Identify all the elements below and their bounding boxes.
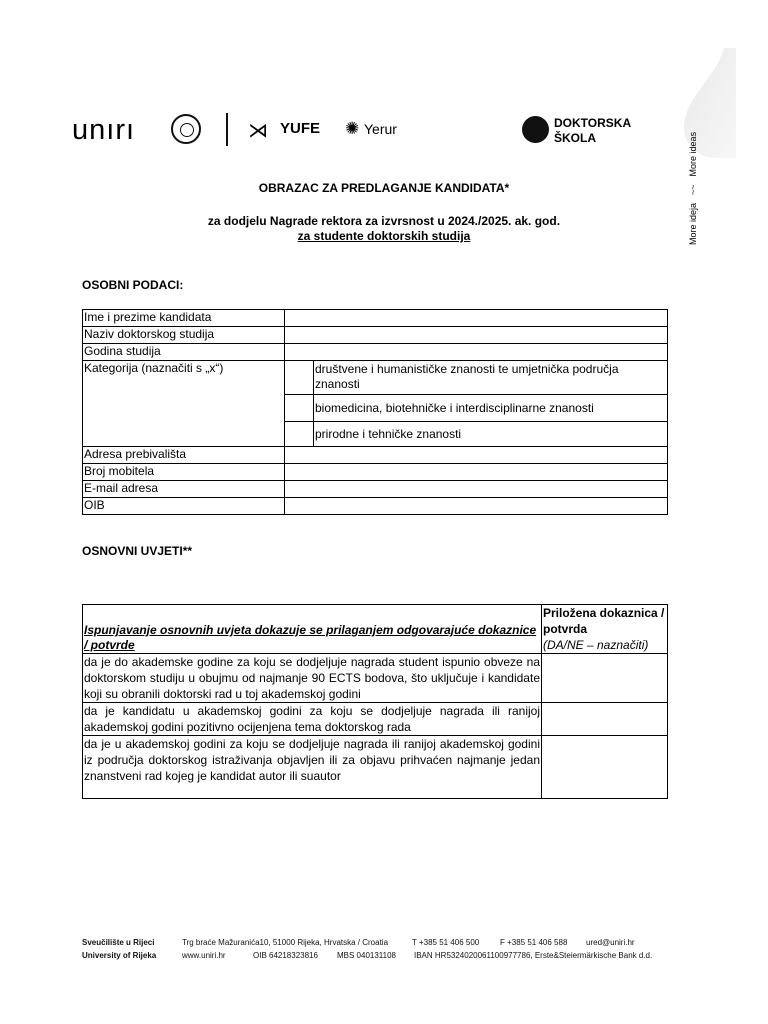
condition-text: da je kandidatu u akademskoj godini za koju se dodjeljuje nagrada ili ranijoj akademskoj godini pozitivno ocijenjena tema doktorskog rada [84,704,540,734]
footer-oib: OIB 64218323816 [253,951,318,960]
footer-email[interactable]: ured@uniri.hr [586,938,635,947]
doktorska-skola-logo-line2: ŠKOLA [554,131,596,145]
category-option-2: biomedicina, biotehničke i interdisciplinarne znanosti [314,395,668,422]
footer-address: Trg braće Mažuranića10, 51000 Rijeka, Hrvatska / Croatia [182,938,389,947]
form-subtitle: za dodjelu Nagrade rektora za izvrsnost u 2024./2025. ak. god. [207,214,561,228]
condition-1-evidence-field[interactable] [542,654,668,703]
doktorska-skola-logo-line1: DOKTORSKA [554,116,632,130]
footer-org-hr-text: Sveučilište u Rijeci [82,938,155,947]
footer-phone: T +385 51 406 500 [412,938,480,947]
personal-data-table [82,309,668,515]
field-label: Adresa prebivališta [83,447,285,464]
footer-org-en-text: University of Rijeka [82,951,157,960]
side-slogan-wave: ~~ [688,184,698,195]
footer-fax: F +385 51 406 588 [500,938,568,947]
email-field[interactable] [285,481,668,498]
university-seal-icon [171,114,201,144]
category-checkbox-2[interactable] [285,395,314,422]
condition-text: da je u akademskoj godini za koju se dodjeljuje nagrada ili ranijoj akademskoj godini iz područja doktorskog istraživanja objavljen ili za objavu prihvaćen najmanje jedan znanstveni rad kojeg je kandidat autor ili suautor [83,736,542,799]
uniri-logo: unırı [72,114,136,146]
condition-text: da je do akademske godine za koju se dodjeljuje nagrada student ispunio obveze na doktorskom studiju u obujmu od najmanje 90 ECTS bodova, što uključuje i kandidate koji su obranili doktorski rad u toj akademskoj godini [84,655,540,701]
yufe-logo: YUFE [280,120,321,137]
mobile-field[interactable] [285,464,668,481]
address-field[interactable] [285,447,668,464]
field-label: E-mail adresa [83,481,285,498]
yerur-star-icon: ✺ [345,119,360,138]
evidence-header-note: (DA/NE – naznačiti) [543,638,649,652]
study-year-field[interactable] [285,344,668,361]
category-label: Kategorija (naznačiti s „x“) [83,361,285,447]
doktorska-skola-circle-icon [522,116,549,143]
category-checkbox-1[interactable] [285,361,314,395]
field-label: Ime i prezime kandidata [83,310,285,327]
footer-web[interactable]: www.uniri.hr [182,951,226,960]
condition-2-evidence-field[interactable] [542,703,668,736]
water-drop-icon [676,48,736,158]
evidence-header [542,605,668,654]
category-option-3: prirodne i tehničke znanosti [314,422,668,447]
evidence-header-title: Priložena dokaznica / potvrda [543,606,665,636]
category-checkbox-3[interactable] [285,422,314,447]
logo-divider [226,113,228,146]
yufe-bird-icon: ⋊ [248,120,268,142]
side-slogan-hr: More ideja [688,202,698,245]
basic-conditions-table [82,604,668,799]
oib-field[interactable] [285,498,668,515]
footer-org-hr [82,938,154,947]
field-label: Broj mobitela [83,464,285,481]
yerur-logo: Yerur [364,121,397,137]
footer-iban: IBAN HR5324020061100977786, Erste&Steiermärkische Bank d.d. [414,951,653,960]
form-subtitle-target: za studente doktorskih studija [297,229,471,243]
form-title: OBRAZAC ZA PREDLAGANJE KANDIDATA* [258,181,510,195]
condition-3-evidence-field[interactable] [542,736,668,799]
footer-mbs: MBS 040131108 [337,951,397,960]
category-option-1: društvene i humanističke znanosti te umjetnička područja znanosti [314,361,668,395]
study-name-field[interactable] [285,327,668,344]
personal-data-heading: OSOBNI PODACI: [82,278,184,292]
candidate-name-field[interactable] [285,310,668,327]
conditions-header: Ispunjavanje osnovnih uvjeta dokazuje se prilaganjem odgovarajuće dokaznice / potvrde [83,605,542,654]
field-label: Naziv doktorskog studija [83,327,285,344]
field-label: OIB [83,498,285,515]
basic-conditions-heading: OSNOVNI UVJETI** [82,544,193,558]
side-slogan-en: More ideas [688,131,698,177]
footer-org-en [82,951,156,960]
field-label: Godina studija [83,344,285,361]
